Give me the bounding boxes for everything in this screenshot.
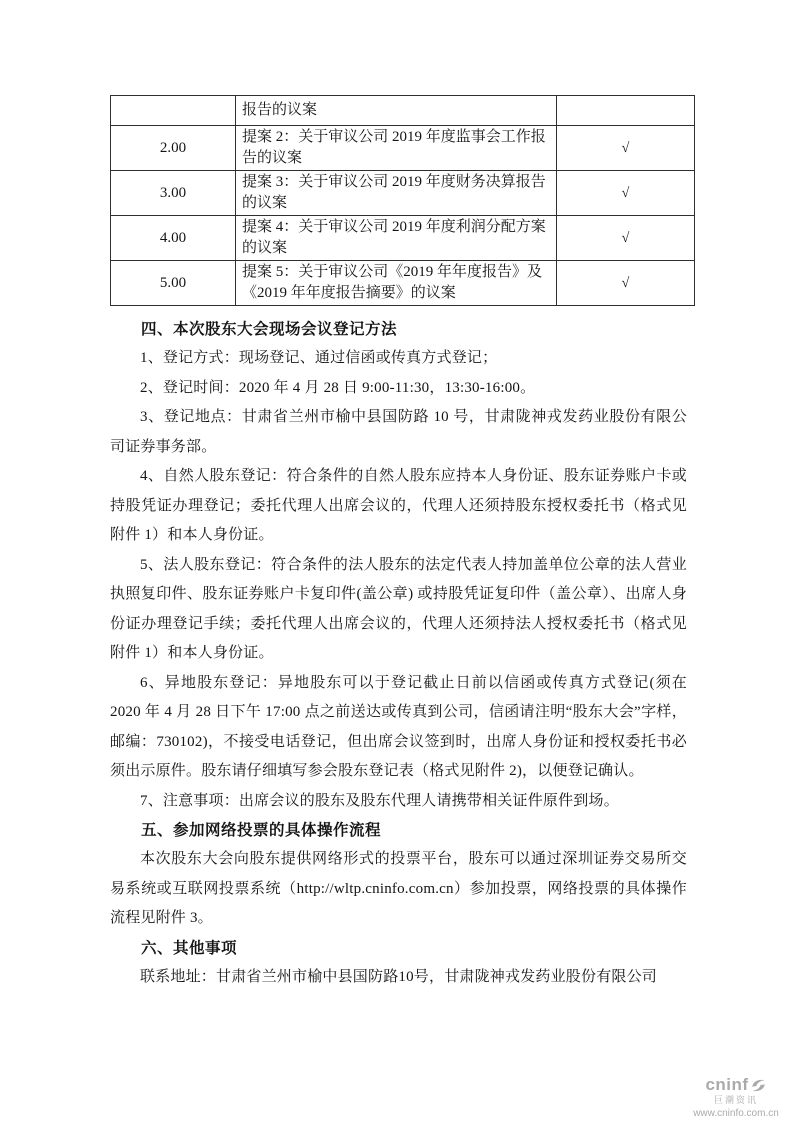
cninfo-brand-row xyxy=(683,1076,789,1095)
notes-paragraph: 7、注意事项：出席会议的股东及股东代理人请携带相关证件原件到场。 xyxy=(140,792,619,809)
remote-shareholder-paragraph: 6、异地股东登记：异地股东可以于登记截止日前以信函或传真方式登记(须在 2020 年 4 月 28 日下午 17:00 点之前送达或传真到公司，信函请注明“股东大会”字样，邮编：730102)，不接受电话登记，但出席会议签到时，出席人身份证和授权委托书必须出示原件。股东请仔细填写参会股东登记表（格式见附件 2)，以便登记确认。 xyxy=(110,674,687,779)
table-row xyxy=(111,126,695,171)
section4-heading: 四、本次股东大会现场会议登记方法 xyxy=(141,321,398,338)
online-voting-paragraph: 本次股东大会向股东提供网络形式的投票平台，股东可以通过深圳证券交易所交易系统或互联网投票系统（http://wltp.cninfo.com.cn）参加投票，网络投票的具体操作流程见附件 3。 xyxy=(110,851,687,926)
table-row xyxy=(111,261,695,306)
legal-person-paragraph: 5、法人股东登记：符合条件的法人股东的法定代表人持加盖单位公章的法人营业执照复印件、股东证券账户卡复印件(盖公章) 或持股凭证复印件（盖公章）、出席人身份证办理登记手续；委托代理人出席会议的，代理人还须持法人授权委托书（格式见附件 1）和本人身份证。 xyxy=(110,556,687,661)
proposal-text-cell: 提案 4：关于审议公司 2019 年度利润分配方案的议案 xyxy=(236,216,557,261)
section5-heading: 五、参加网络投票的具体操作流程 xyxy=(141,822,382,839)
section6-heading: 六、其他事项 xyxy=(141,939,238,957)
table-row-carryover xyxy=(111,96,695,126)
document-content xyxy=(110,95,687,992)
registration-method-paragraph: 1、登记方式：现场登记、通过信函或传真方式登记； xyxy=(140,350,498,366)
table-row xyxy=(111,216,695,261)
proposal-text-cell: 提案 2：关于审议公司 2019 年度监事会工作报告的议案 xyxy=(236,126,557,171)
cninfo-swirl-icon xyxy=(750,1077,767,1094)
proposal-code-cell xyxy=(111,96,236,126)
contact-address-paragraph: 联系地址：甘肃省兰州市榆中县国防路10号，甘肃陇神戎发药业股份有限公司 xyxy=(140,968,658,985)
proposal-code-cell: 3.00 xyxy=(111,171,236,216)
proposal-code-cell: 4.00 xyxy=(111,216,236,261)
cninfo-subtitle: 巨潮资讯 xyxy=(713,1094,758,1105)
natural-person-paragraph: 4、自然人股东登记：符合条件的自然人股东应持本人身份证、股东证券账户卡或持股凭证办理登记；委托代理人出席会议的，代理人还须持股东授权委托书（格式见附件 1）和本人身份证。 xyxy=(110,468,687,543)
cninfo-brand-text: cninf xyxy=(705,1075,749,1094)
checkmark-cell: √ xyxy=(557,261,695,306)
proposal-text-cell: 提案 3：关于审议公司 2019 年度财务决算报告的议案 xyxy=(236,171,557,216)
proposal-table xyxy=(110,95,695,306)
registration-time-paragraph: 2、登记时间：2020 年 4 月 28 日 9:00-11:30，13:30-16:00。 xyxy=(140,379,536,396)
proposal-code-cell: 2.00 xyxy=(111,126,236,171)
checkmark-cell: √ xyxy=(557,126,695,171)
checkmark-cell xyxy=(557,96,695,126)
table-row xyxy=(111,171,695,216)
checkmark-cell: √ xyxy=(557,171,695,216)
checkmark-cell: √ xyxy=(557,216,695,261)
registration-place-paragraph: 3、登记地点：甘肃省兰州市榆中县国防路 10 号，甘肃陇神戎发药业股份有限公司证券事务部。 xyxy=(110,409,687,455)
proposal-text-cell: 提案 5：关于审议公司《2019 年年度报告》及《2019 年年度报告摘要》的议案 xyxy=(236,261,557,306)
cninfo-logo xyxy=(683,1076,789,1119)
proposal-text-cell: 报告的议案 xyxy=(236,96,557,126)
proposal-code-cell: 5.00 xyxy=(111,261,236,306)
cninfo-url: www.cninfo.com.cn xyxy=(693,1107,779,1119)
